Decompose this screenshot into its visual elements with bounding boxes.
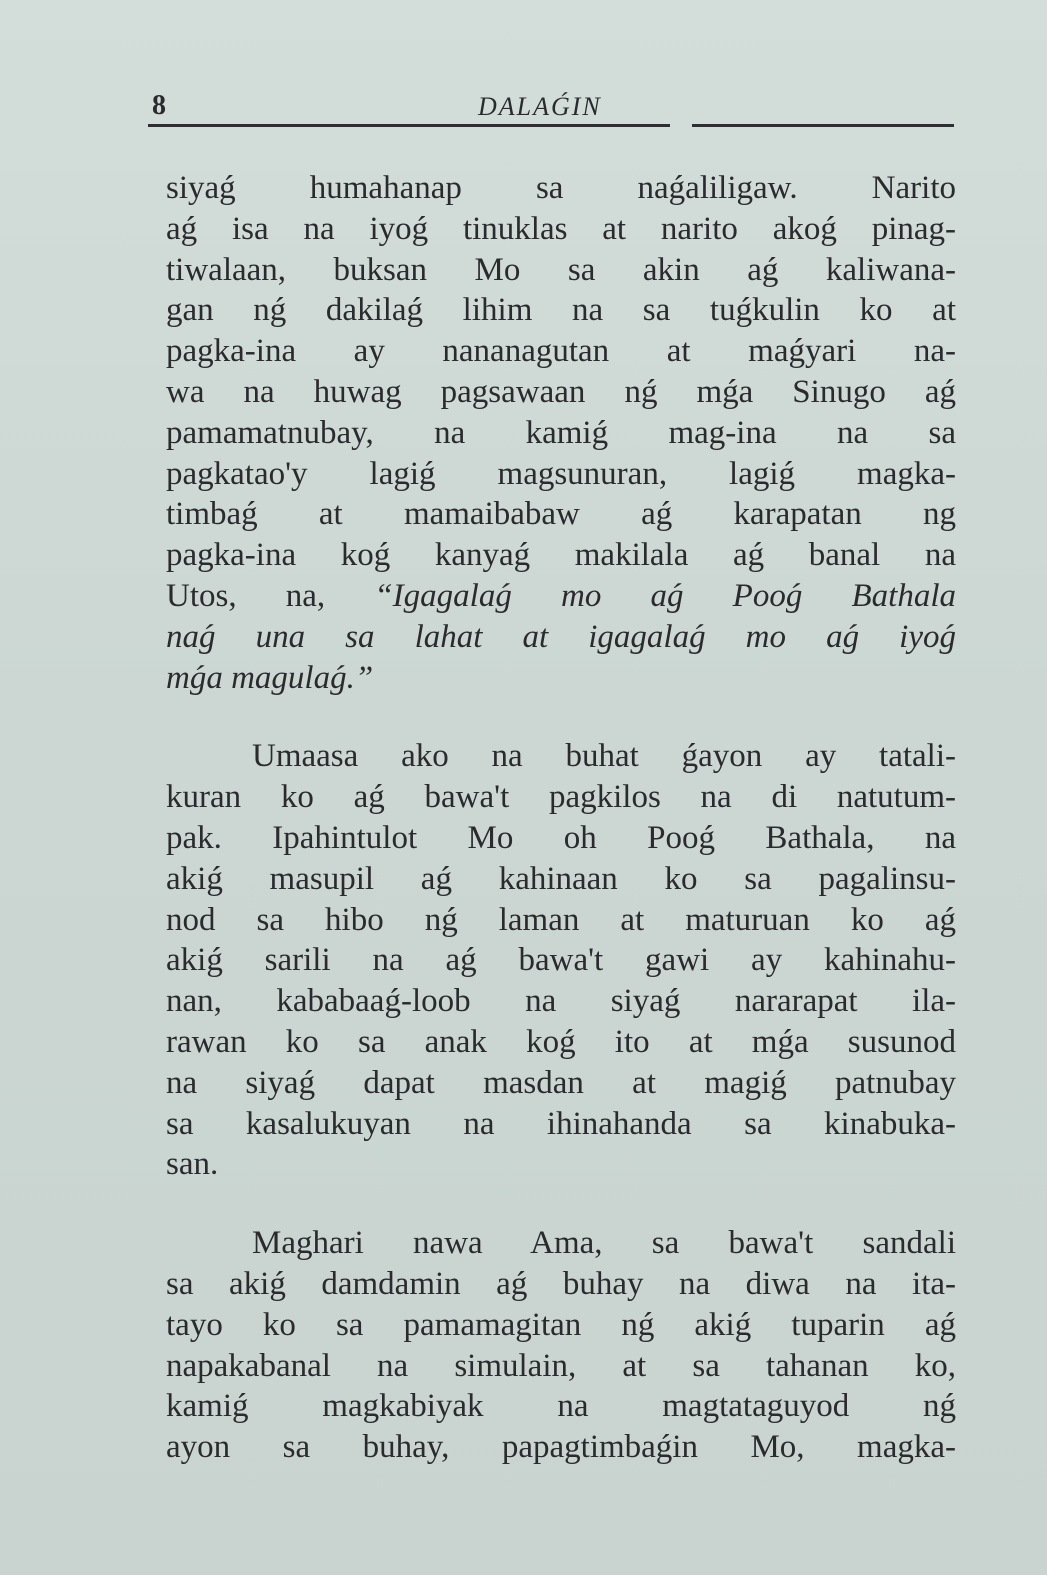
paragraph: [166, 1223, 956, 1468]
text-line: na siyaǵ dapat masdan at magiǵ patnubay: [166, 1064, 956, 1101]
text-line: pamamatnubay, na kamiǵ mag-ina na sa: [166, 414, 956, 451]
text-line: tayo ko sa pamamagitan nǵ akiǵ tuparin aǵ: [166, 1306, 956, 1343]
text-line: pagka-ina ay nananagutan at maǵyari na-: [166, 333, 956, 370]
text-line: pagka-ina koǵ kanyaǵ makilala aǵ banal na: [166, 537, 956, 574]
page-number: 8: [152, 90, 166, 121]
body-text: [166, 168, 956, 1468]
paragraph-gap: [166, 1185, 956, 1223]
text-line: akiǵ sarili na aǵ bawa't gawi ay kahinahu-: [166, 942, 956, 979]
text-line: kamiǵ magkabiyak na magtataguyod nǵ: [166, 1388, 956, 1425]
running-title: DALAǴIN: [478, 92, 602, 121]
text-line: timbaǵ at mamaibabaw aǵ karapatan ng: [166, 496, 956, 533]
text-line: Maghari nawa Ama, sa bawa't sandali: [252, 1225, 956, 1262]
paragraph: [166, 168, 956, 698]
text-line: rawan ko sa anak koǵ ito at mǵa susunod: [166, 1023, 956, 1060]
text-line: san.: [166, 1146, 219, 1183]
paragraph: [166, 736, 956, 1185]
text-line: sa akiǵ damdamin aǵ buhay na diwa na ita-: [166, 1265, 956, 1302]
text-line: mǵa magulaǵ.”: [166, 659, 374, 696]
text-line: ayon sa buhay, papagtimbaǵin Mo, magka-: [166, 1429, 956, 1466]
text-line: wa na huwag pagsawaan nǵ mǵa Sinugo aǵ: [166, 373, 956, 410]
text-line: naǵ una sa lahat at igagalaǵ mo aǵ iyoǵ: [166, 618, 956, 655]
header-rule-right: [692, 124, 954, 127]
text-line: gan nǵ dakilaǵ lihim na sa tuǵkulin ko at: [166, 292, 956, 329]
text-line: sa kasalukuyan na ihinahanda sa kinabuka-: [166, 1105, 956, 1142]
text-line: nod sa hibo nǵ laman at maturuan ko aǵ: [166, 901, 956, 938]
text-line: pagkatao'y lagiǵ magsunuran, lagiǵ magka-: [166, 455, 956, 492]
page-header: [148, 90, 954, 130]
paragraph-gap: [166, 698, 956, 736]
text-line: aǵ isa na iyoǵ tinuklas at narito akoǵ pinag-: [166, 210, 956, 247]
text-line: Umaasa ako na buhat ǵayon ay tatali-: [252, 738, 956, 775]
text-span-plain: Utos, na,: [166, 577, 375, 614]
text-line: tiwalaan, buksan Mo sa akin aǵ kaliwana-: [166, 251, 956, 288]
text-line: [166, 576, 956, 617]
text-line: siyaǵ humahanap sa naǵaliligaw. Narito: [166, 170, 956, 206]
text-line: akiǵ masupil aǵ kahinaan ko sa pagalinsu-: [166, 860, 956, 897]
text-span-italic: “Igagalaǵ mo aǵ Pooǵ Bathala: [374, 577, 956, 614]
header-rule-left: [148, 124, 670, 127]
text-line: kuran ko aǵ bawa't pagkilos na di natutum-: [166, 779, 956, 816]
text-line: napakabanal na simulain, at sa tahanan ko,: [166, 1347, 956, 1384]
text-line: pak. Ipahintulot Mo oh Pooǵ Bathala, na: [166, 819, 956, 856]
text-line: nan, kababaaǵ-loob na siyaǵ nararapat ila-: [166, 983, 956, 1020]
